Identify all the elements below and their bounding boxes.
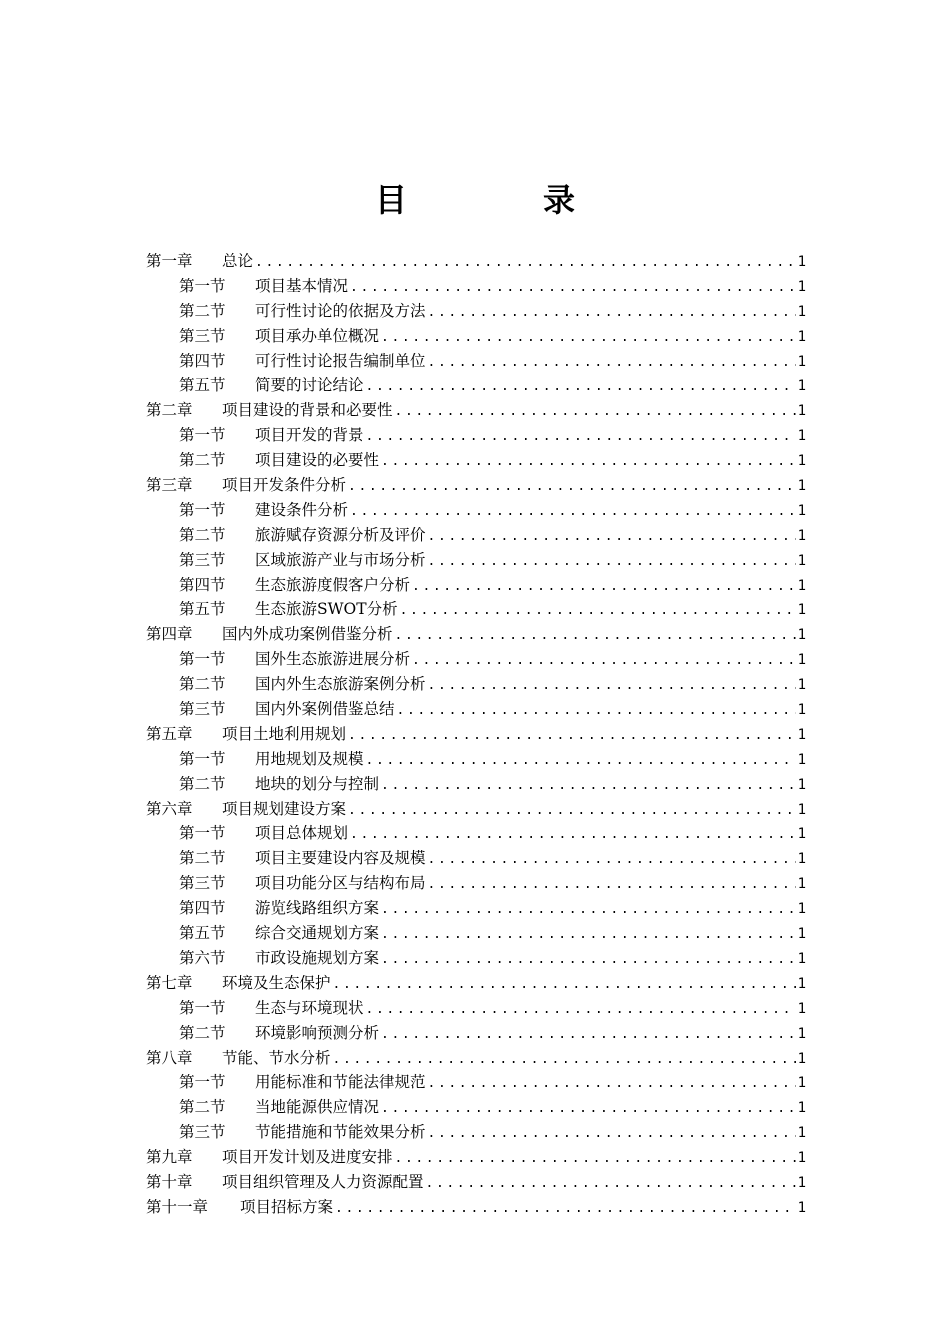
toc-section-entry[interactable] bbox=[146, 324, 806, 349]
toc-dot-leader bbox=[381, 450, 796, 473]
toc-page-number: 1 bbox=[797, 378, 806, 395]
toc-page-number: 1 bbox=[797, 1100, 806, 1117]
toc-entry-number: 第三节 bbox=[179, 550, 226, 569]
toc-entry-title: 当地能源供应情况 bbox=[255, 1098, 380, 1117]
toc-dot-leader bbox=[381, 948, 796, 971]
toc-entry-number: 第三节 bbox=[179, 1123, 226, 1142]
toc-page-number: 1 bbox=[797, 1025, 806, 1042]
toc-page-number: 1 bbox=[797, 303, 806, 320]
toc-entry-title: 区域旅游产业与市场分析 bbox=[255, 550, 426, 569]
toc-page-number: 1 bbox=[797, 975, 806, 992]
toc-entry-number: 第一节 bbox=[179, 276, 226, 295]
toc-section-entry[interactable] bbox=[146, 996, 806, 1021]
toc-dot-leader bbox=[426, 1172, 796, 1195]
toc-chapter-entry[interactable] bbox=[146, 797, 806, 822]
toc-dot-leader bbox=[428, 873, 796, 896]
toc-page-number: 1 bbox=[797, 328, 806, 345]
toc-dot-leader bbox=[350, 823, 796, 846]
toc-section-entry[interactable] bbox=[146, 1021, 806, 1046]
toc-page-number: 1 bbox=[797, 926, 806, 943]
toc-entry-number: 第一节 bbox=[179, 426, 226, 445]
toc-entry-title: 建设条件分析 bbox=[255, 500, 349, 519]
toc-entry-number: 第四节 bbox=[179, 899, 226, 918]
toc-section-entry[interactable] bbox=[146, 448, 806, 473]
toc-chapter-entry[interactable] bbox=[146, 249, 806, 274]
toc-entry-number: 第一节 bbox=[179, 500, 226, 519]
toc-chapter-entry[interactable] bbox=[146, 622, 806, 647]
toc-page-number: 1 bbox=[797, 751, 806, 768]
toc-entry-number: 第四章 bbox=[146, 625, 193, 644]
toc-entry-number: 第二节 bbox=[179, 849, 226, 868]
toc-entry-title: 项目建设的背景和必要性 bbox=[222, 401, 393, 420]
toc-chapter-entry[interactable] bbox=[146, 473, 806, 498]
toc-dot-leader bbox=[333, 1048, 796, 1071]
toc-section-entry[interactable] bbox=[146, 846, 806, 871]
toc-entry-title: 旅游赋存资源分析及评价 bbox=[255, 525, 426, 544]
toc-dot-leader bbox=[381, 1097, 796, 1120]
toc-dot-leader bbox=[397, 699, 796, 722]
toc-entry-title: 项目土地利用规划 bbox=[222, 724, 347, 743]
toc-entry-title: 项目承办单位概况 bbox=[255, 326, 380, 345]
toc-chapter-entry[interactable] bbox=[146, 398, 806, 423]
toc-entry-title: 环境影响预测分析 bbox=[255, 1023, 380, 1042]
toc-entry-title: 总论 bbox=[222, 252, 254, 270]
toc-page-number: 1 bbox=[797, 776, 806, 793]
toc-entry-number: 第二章 bbox=[146, 401, 193, 420]
toc-section-entry[interactable] bbox=[146, 946, 806, 971]
toc-dot-leader bbox=[428, 301, 796, 324]
toc-dot-leader bbox=[366, 375, 796, 398]
toc-dot-leader bbox=[400, 599, 796, 622]
toc-dot-leader bbox=[350, 276, 796, 299]
toc-chapter-entry[interactable] bbox=[146, 1145, 806, 1170]
toc-entry-number: 第四节 bbox=[179, 351, 226, 370]
toc-entry-title: 地块的划分与控制 bbox=[255, 774, 380, 793]
toc-title: 目 录 bbox=[374, 181, 627, 219]
toc-page-number: 1 bbox=[797, 428, 806, 445]
toc-entry-number: 第二节 bbox=[179, 451, 226, 470]
toc-entry-number: 第一节 bbox=[179, 998, 226, 1017]
toc-page-number: 1 bbox=[797, 478, 806, 495]
toc-entry-number: 第五节 bbox=[179, 376, 226, 395]
toc-page-number: 1 bbox=[797, 901, 806, 918]
toc-page-number: 1 bbox=[797, 801, 806, 818]
toc-entry-title: 可行性讨论的依据及方法 bbox=[255, 301, 426, 320]
toc-page-number: 1 bbox=[797, 1125, 806, 1142]
toc-page-number: 1 bbox=[797, 851, 806, 868]
toc-dot-leader bbox=[428, 1072, 796, 1095]
toc-page-number: 1 bbox=[797, 1075, 806, 1092]
toc-entry-title: 项目开发的背景 bbox=[255, 426, 364, 445]
toc-section-entry[interactable] bbox=[146, 896, 806, 921]
toc-section-entry[interactable] bbox=[146, 821, 806, 846]
toc-entry-title: 用能标准和节能法律规范 bbox=[255, 1073, 426, 1092]
toc-page-number: 1 bbox=[797, 577, 806, 594]
toc-page-number: 1 bbox=[797, 552, 806, 569]
toc-page-number: 1 bbox=[797, 652, 806, 669]
toc-entry-title: 用地规划及规模 bbox=[255, 749, 364, 768]
toc-section-entry[interactable] bbox=[146, 672, 806, 697]
toc-entry-number: 第一节 bbox=[179, 650, 226, 669]
toc-section-entry[interactable] bbox=[146, 921, 806, 946]
toc-entry-title: 环境及生态保护 bbox=[222, 973, 331, 992]
toc-dot-leader bbox=[428, 1122, 796, 1145]
toc-page-number: 1 bbox=[797, 1000, 806, 1017]
toc-page-number: 1 bbox=[797, 254, 806, 270]
toc-entry-number: 第二节 bbox=[179, 1098, 226, 1117]
toc-entry-title: 项目基本情况 bbox=[255, 276, 349, 295]
toc-dot-leader bbox=[395, 624, 796, 647]
toc-section-entry[interactable] bbox=[146, 1095, 806, 1120]
toc-list bbox=[146, 249, 806, 1220]
toc-entry-number: 第二节 bbox=[179, 675, 226, 694]
toc-section-entry[interactable] bbox=[146, 373, 806, 398]
toc-dot-leader bbox=[428, 674, 796, 697]
toc-entry-title: 综合交通规划方案 bbox=[255, 924, 380, 943]
toc-dot-leader bbox=[335, 1197, 796, 1220]
toc-entry-title: 国内外生态旅游案例分析 bbox=[255, 675, 426, 694]
toc-page-number: 1 bbox=[797, 876, 806, 893]
toc-entry-number: 第六节 bbox=[179, 948, 226, 967]
toc-entry-number: 第二节 bbox=[179, 525, 226, 544]
toc-entry-title: 生态旅游度假客户分析 bbox=[255, 575, 411, 594]
toc-section-entry[interactable] bbox=[146, 349, 806, 374]
toc-entry-number: 第六章 bbox=[146, 799, 193, 818]
toc-dot-leader bbox=[333, 973, 796, 996]
toc-entry-title: 项目主要建设内容及规模 bbox=[255, 849, 426, 868]
toc-section-entry[interactable] bbox=[146, 523, 806, 548]
toc-section-entry[interactable] bbox=[146, 423, 806, 448]
toc-entry-title: 生态旅游SWOT分析 bbox=[255, 600, 398, 619]
toc-dot-leader bbox=[381, 898, 796, 921]
toc-page-number: 1 bbox=[797, 1174, 806, 1191]
toc-entry-number: 第二节 bbox=[179, 774, 226, 793]
toc-entry-title: 游览线路组织方案 bbox=[255, 899, 380, 918]
toc-dot-leader bbox=[350, 500, 796, 523]
toc-entry-title: 项目组织管理及人力资源配置 bbox=[222, 1172, 424, 1191]
toc-entry-title: 生态与环境现状 bbox=[255, 998, 364, 1017]
toc-entry-title: 可行性讨论报告编制单位 bbox=[255, 351, 426, 370]
toc-entry-number: 第三节 bbox=[179, 326, 226, 345]
toc-entry-title: 项目开发计划及进度安排 bbox=[222, 1148, 393, 1167]
toc-dot-leader bbox=[381, 774, 796, 797]
toc-entry-title: 节能措施和节能效果分析 bbox=[255, 1123, 426, 1142]
toc-entry-number: 第一节 bbox=[179, 1073, 226, 1092]
toc-page-number: 1 bbox=[797, 453, 806, 470]
toc-entry-title: 项目总体规划 bbox=[255, 824, 349, 843]
toc-entry-number: 第四节 bbox=[179, 575, 226, 594]
toc-section-entry[interactable] bbox=[146, 573, 806, 598]
toc-dot-leader bbox=[381, 326, 796, 349]
toc-chapter-entry[interactable] bbox=[146, 1170, 806, 1195]
toc-entry-number: 第一节 bbox=[179, 749, 226, 768]
toc-section-entry[interactable] bbox=[146, 747, 806, 772]
toc-entry-title: 项目开发条件分析 bbox=[222, 476, 347, 495]
toc-chapter-entry[interactable] bbox=[146, 722, 806, 747]
toc-section-entry[interactable] bbox=[146, 299, 806, 324]
toc-dot-leader bbox=[366, 998, 796, 1021]
toc-page-number: 1 bbox=[797, 502, 806, 519]
toc-entry-title: 项目规划建设方案 bbox=[222, 799, 347, 818]
toc-dot-leader bbox=[381, 923, 796, 946]
toc-section-entry[interactable] bbox=[146, 772, 806, 797]
toc-page-number: 1 bbox=[797, 677, 806, 694]
toc-entry-title: 国外生态旅游进展分析 bbox=[255, 650, 411, 669]
toc-dot-leader bbox=[395, 400, 796, 423]
toc-section-entry[interactable] bbox=[146, 871, 806, 896]
toc-page-number: 1 bbox=[797, 278, 806, 295]
toc-dot-leader bbox=[412, 575, 796, 598]
toc-page-number: 1 bbox=[797, 1199, 806, 1216]
toc-entry-number: 第八章 bbox=[146, 1048, 193, 1067]
toc-dot-leader bbox=[428, 351, 796, 374]
toc-entry-number: 第一章 bbox=[146, 252, 193, 270]
toc-dot-leader bbox=[348, 724, 796, 747]
toc-entry-title: 市政设施规划方案 bbox=[255, 948, 380, 967]
toc-section-entry[interactable] bbox=[146, 274, 806, 299]
toc-page-number: 1 bbox=[797, 1050, 806, 1067]
toc-entry-number: 第十一章 bbox=[146, 1197, 209, 1216]
toc-section-entry[interactable] bbox=[146, 647, 806, 672]
toc-section-entry[interactable] bbox=[146, 1120, 806, 1145]
toc-entry-number: 第二节 bbox=[179, 1023, 226, 1042]
toc-dot-leader bbox=[395, 1147, 796, 1170]
toc-entry-number: 第三节 bbox=[179, 700, 226, 719]
toc-section-entry[interactable] bbox=[146, 498, 806, 523]
toc-entry-title: 简要的讨论结论 bbox=[255, 376, 364, 395]
toc-dot-leader bbox=[428, 848, 796, 871]
toc-page-number: 1 bbox=[797, 403, 806, 420]
toc-entry-number: 第三节 bbox=[179, 874, 226, 893]
toc-page-number: 1 bbox=[797, 602, 806, 619]
toc-dot-leader bbox=[255, 251, 796, 274]
toc-dot-leader bbox=[348, 799, 796, 822]
toc-chapter-entry[interactable] bbox=[146, 1046, 806, 1071]
toc-dot-leader bbox=[428, 525, 796, 548]
toc-entry-title: 项目建设的必要性 bbox=[255, 451, 380, 470]
toc-section-entry[interactable] bbox=[146, 1070, 806, 1095]
toc-entry-number: 第十章 bbox=[146, 1172, 193, 1191]
toc-page-number: 1 bbox=[797, 353, 806, 370]
toc-entry-title: 项目招标方案 bbox=[240, 1197, 334, 1216]
toc-entry-number: 第七章 bbox=[146, 973, 193, 992]
toc-entry-number: 第一节 bbox=[179, 824, 226, 843]
toc-chapter-entry[interactable] bbox=[146, 971, 806, 996]
toc-entry-number: 第九章 bbox=[146, 1148, 193, 1167]
toc-entry-title: 国内外成功案例借鉴分析 bbox=[222, 625, 393, 644]
toc-entry-number: 第五章 bbox=[146, 724, 193, 743]
toc-page-number: 1 bbox=[797, 726, 806, 743]
toc-page-number: 1 bbox=[797, 627, 806, 644]
toc-section-entry[interactable] bbox=[146, 697, 806, 722]
toc-section-entry[interactable] bbox=[146, 597, 806, 622]
toc-entry-title: 项目功能分区与结构布局 bbox=[255, 874, 426, 893]
toc-entry-number: 第五节 bbox=[179, 924, 226, 943]
toc-section-entry[interactable] bbox=[146, 548, 806, 573]
toc-entry-number: 第二节 bbox=[179, 301, 226, 320]
toc-page-number: 1 bbox=[797, 527, 806, 544]
toc-dot-leader bbox=[366, 749, 796, 772]
toc-page-number: 1 bbox=[797, 950, 806, 967]
toc-dot-leader bbox=[412, 649, 796, 672]
toc-entry-title: 节能、节水分析 bbox=[222, 1048, 331, 1067]
toc-entry-title: 国内外案例借鉴总结 bbox=[255, 700, 395, 719]
toc-page-number: 1 bbox=[797, 826, 806, 843]
toc-page-number: 1 bbox=[797, 702, 806, 719]
toc-dot-leader bbox=[381, 1023, 796, 1046]
toc-dot-leader bbox=[366, 425, 796, 448]
toc-dot-leader bbox=[348, 475, 796, 498]
toc-entry-number: 第五节 bbox=[179, 600, 226, 619]
toc-dot-leader bbox=[428, 550, 796, 573]
toc-page-number: 1 bbox=[797, 1150, 806, 1167]
toc-entry-number: 第三章 bbox=[146, 476, 193, 495]
toc-chapter-entry[interactable] bbox=[146, 1195, 806, 1220]
